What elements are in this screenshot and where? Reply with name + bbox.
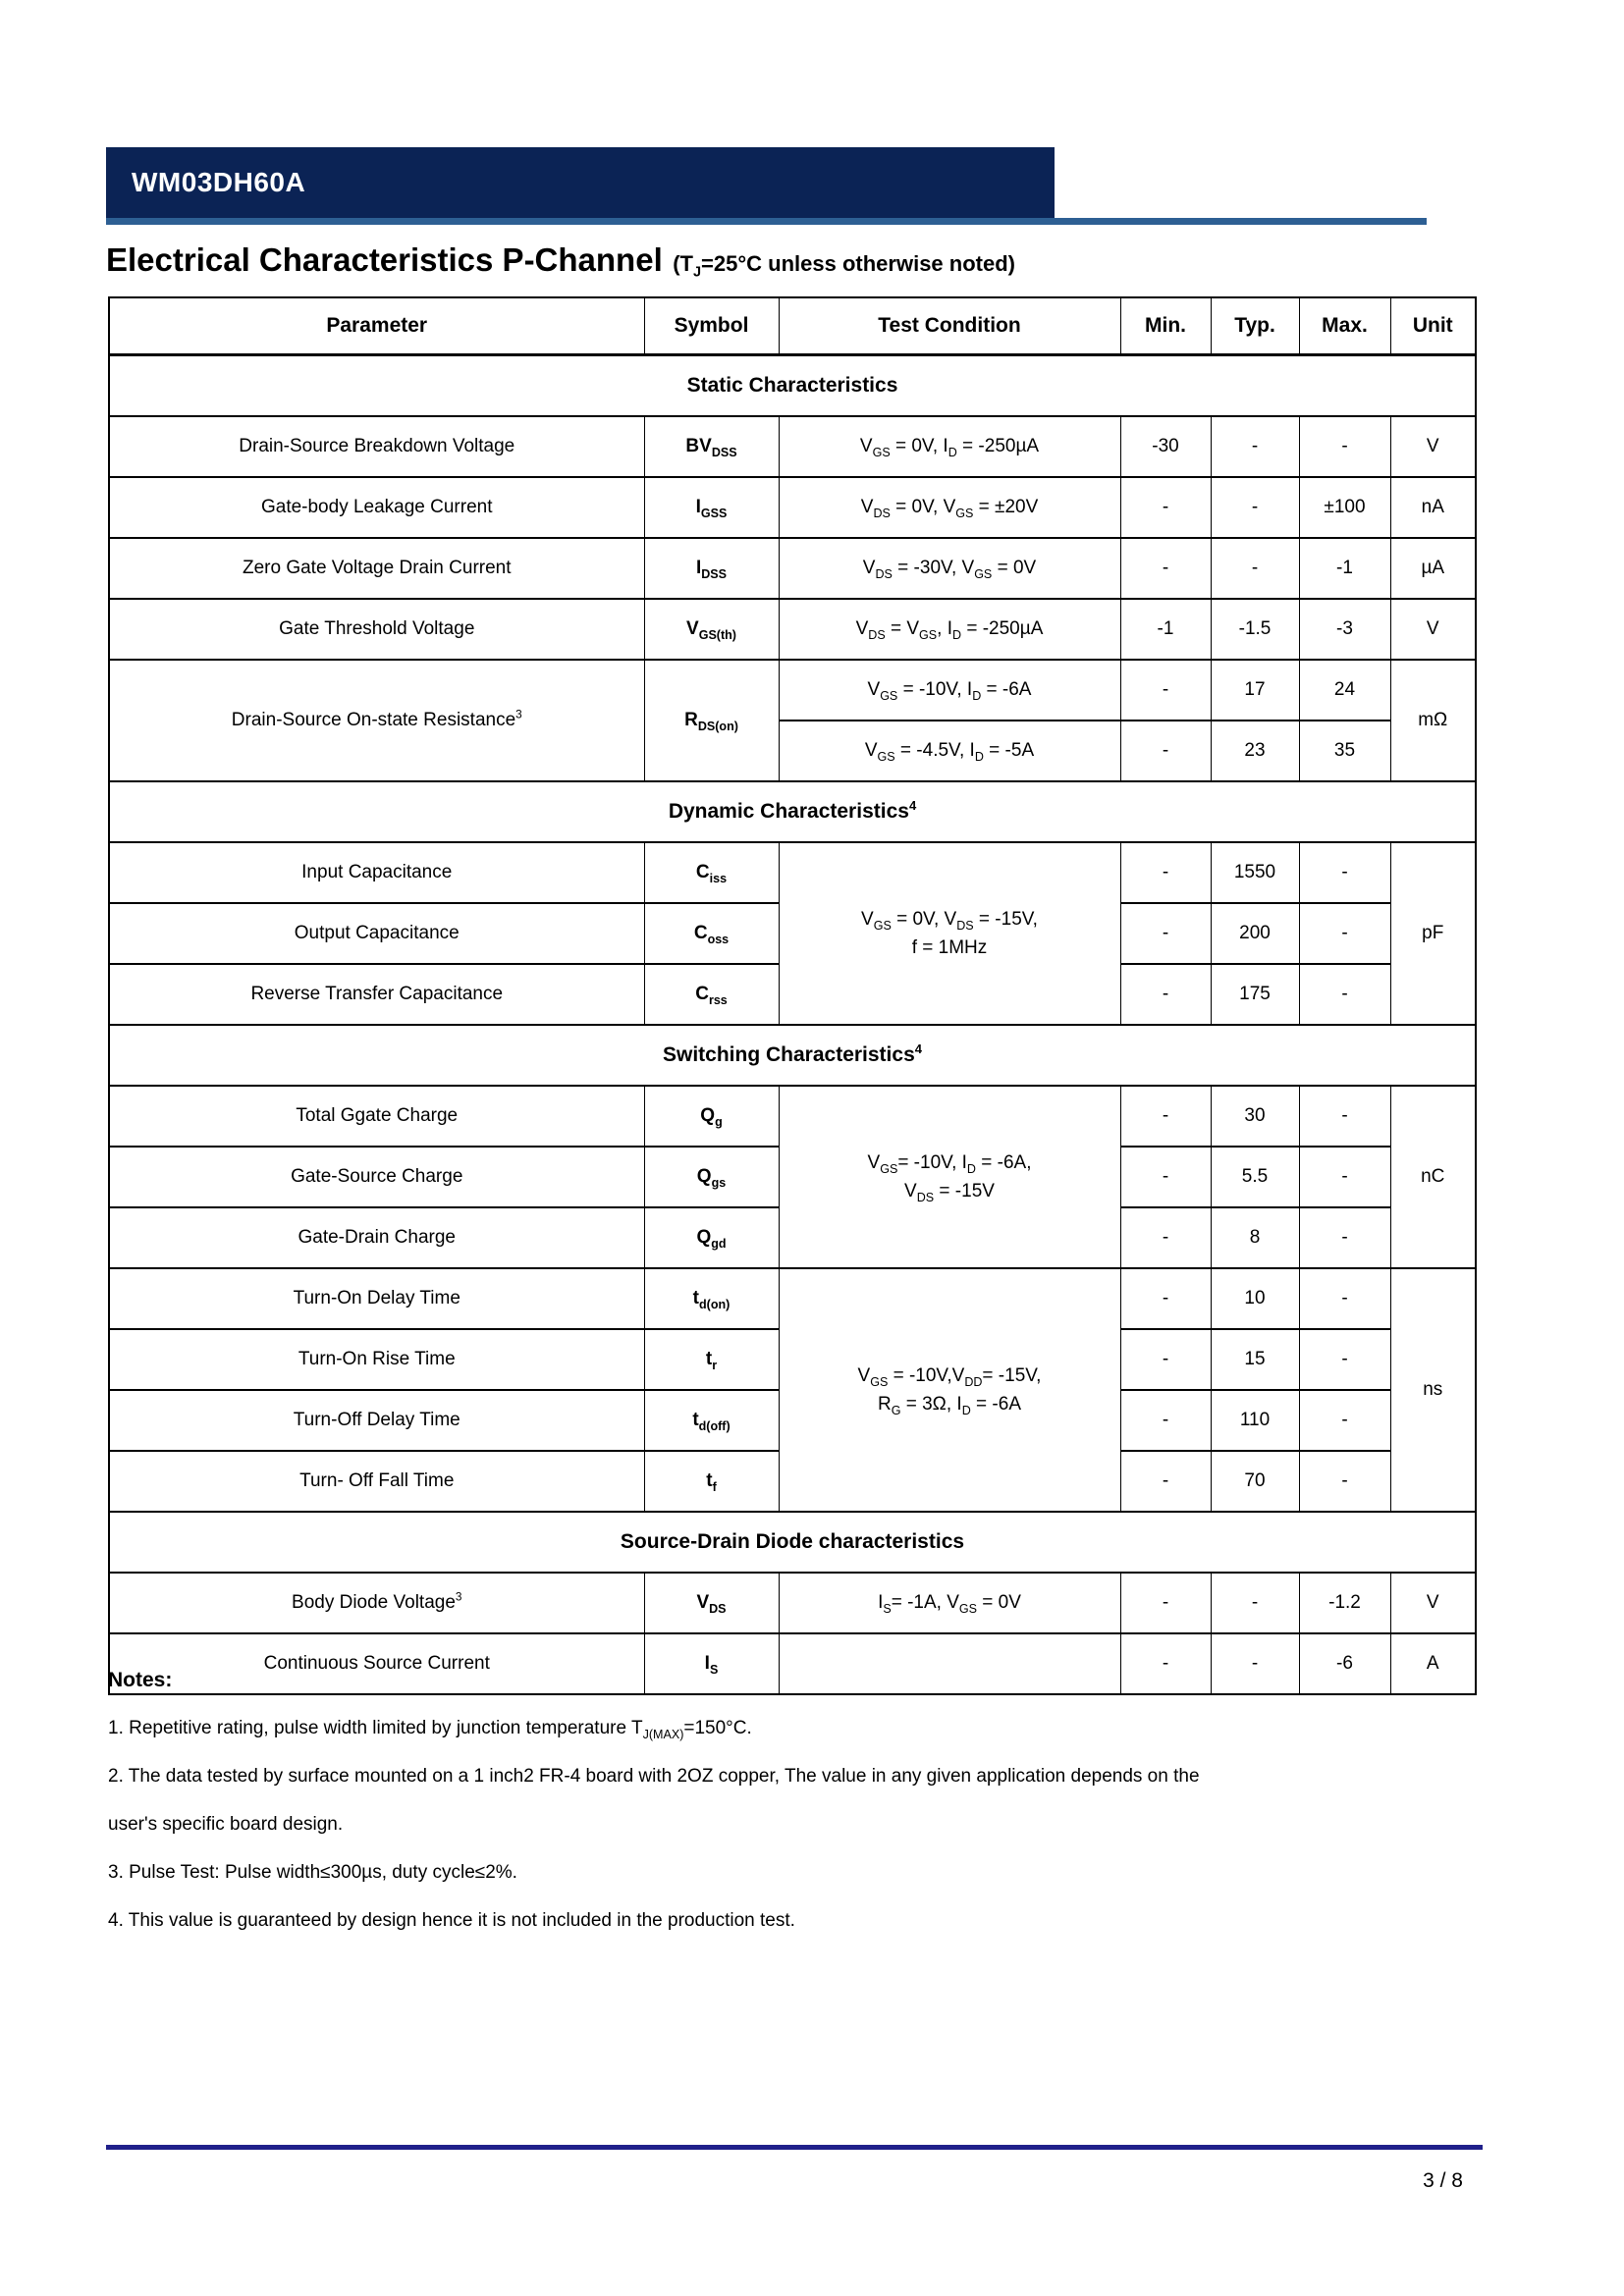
- typ-cell: 15: [1211, 1329, 1299, 1390]
- parameter-cell: Gate Threshold Voltage: [109, 599, 644, 660]
- parameter-cell: Output Capacitance: [109, 903, 644, 964]
- max-cell: -: [1299, 1451, 1390, 1512]
- unit-cell: nA: [1390, 477, 1476, 538]
- min-cell: -: [1120, 903, 1211, 964]
- max-cell: 35: [1299, 721, 1390, 781]
- unit-cell: pF: [1390, 842, 1476, 1025]
- notes-section: [108, 1669, 1483, 1958]
- test-condition-cell: $V_{GS} = -4.5V$, $I_D = -5A$: [779, 721, 1120, 781]
- symbol-cell: $I_{GSS}$: [644, 477, 779, 538]
- max-cell: -: [1299, 964, 1390, 1025]
- note-item-3: 3. Pulse Test: Pulse width≤300µs, duty cycle≤2%.: [108, 1862, 517, 1883]
- typ-cell: -: [1211, 538, 1299, 599]
- footer-rule: [106, 2145, 1483, 2150]
- min-cell: -: [1120, 721, 1211, 781]
- parameter-cell: Drain-Source On-state Resistance$^3$: [109, 660, 644, 781]
- parameter-cell: Drain-Source Breakdown Voltage: [109, 416, 644, 477]
- test-condition-cell: $V_{GS} = 0V$, $I_D = -250\mu A$: [779, 416, 1120, 477]
- page-title-main: Electrical Characteristics P-Channel: [106, 241, 663, 278]
- parameter-cell: Turn-On Rise Time: [109, 1329, 644, 1390]
- min-cell: -: [1120, 1633, 1211, 1694]
- electrical-characteristics-table-wrap: [108, 296, 1477, 1695]
- table-row: [109, 416, 1476, 477]
- min-cell: -: [1120, 842, 1211, 903]
- symbol-cell: $Q_{gd}$: [644, 1207, 779, 1268]
- column-header-unit: Unit: [1390, 297, 1476, 355]
- typ-cell: -: [1211, 1633, 1299, 1694]
- max-cell: -: [1299, 1329, 1390, 1390]
- symbol-cell: $V_{GS(th)}$: [644, 599, 779, 660]
- section-title: Switching Characteristics$^4$: [109, 1025, 1476, 1086]
- max-cell: -: [1299, 1207, 1390, 1268]
- table-row: [109, 599, 1476, 660]
- unit-cell: mΩ: [1390, 660, 1476, 781]
- part-number: WM03DH60A: [132, 167, 306, 197]
- symbol-cell: $BV_{DSS}$: [644, 416, 779, 477]
- note-item-2: user's specific board design.: [108, 1814, 344, 1835]
- test-condition-cell: $V_{DS} = 0V$, $V_{GS} = \pm 20V$: [779, 477, 1120, 538]
- table-header: [109, 297, 1476, 355]
- typ-cell: 175: [1211, 964, 1299, 1025]
- unit-cell: V: [1390, 416, 1476, 477]
- min-cell: -: [1120, 1086, 1211, 1147]
- symbol-cell: $Q_{gs}$: [644, 1147, 779, 1207]
- symbol-cell: $V_{DS}$: [644, 1573, 779, 1633]
- symbol-cell: $C_{oss}$: [644, 903, 779, 964]
- section-title: Source-Drain Diode characteristics: [109, 1512, 1476, 1573]
- banner-underline-rule: [106, 218, 1427, 225]
- column-header-max: Max.: [1299, 297, 1390, 355]
- parameter-cell: Body Diode Voltage$^3$: [109, 1573, 644, 1633]
- note-item-1: 1. Repetitive rating, pulse width limited by junction temperature $T_{J(MAX)}=150^\circ C$.: [108, 1718, 752, 1741]
- symbol-cell: $t_f$: [644, 1451, 779, 1512]
- max-cell: -: [1299, 1268, 1390, 1329]
- unit-cell: µA: [1390, 538, 1476, 599]
- page-title-condition: ($T_J=25^\circ C$ unless otherwise noted): [673, 251, 1015, 281]
- parameter-cell: Gate-Drain Charge: [109, 1207, 644, 1268]
- parameter-cell: Gate-Source Charge: [109, 1147, 644, 1207]
- typ-cell: 8: [1211, 1207, 1299, 1268]
- table-row: [109, 842, 1476, 903]
- part-number-banner: [106, 147, 1055, 218]
- test-condition-cell: $V_{DS} = -30V$, $V_{GS} = 0V$: [779, 538, 1120, 599]
- section-header-row: [109, 781, 1476, 842]
- test-condition-cell: $V_{GS} = -10V,V_{DD}= -15V$, $R_G = 3\Omega$, $I_D = -6A$: [779, 1268, 1120, 1512]
- max-cell: -1: [1299, 538, 1390, 599]
- test-condition-cell: $V_{GS} = -10V$, $I_D = -6A$: [779, 660, 1120, 721]
- min-cell: -: [1120, 1329, 1211, 1390]
- max-cell: -3: [1299, 599, 1390, 660]
- note-item-2: 2. The data tested by surface mounted on a 1 inch2 FR-4 board with 2OZ copper, The value in any given application depends on the: [108, 1766, 1200, 1787]
- min-cell: -: [1120, 1207, 1211, 1268]
- table-row: [109, 477, 1476, 538]
- section-title: Static Characteristics: [109, 355, 1476, 417]
- test-condition-cell: $V_{DS} = V_{GS}$, $I_D = -250\mu A$: [779, 599, 1120, 660]
- symbol-cell: $C_{rss}$: [644, 964, 779, 1025]
- min-cell: -30: [1120, 416, 1211, 477]
- parameter-cell: Turn-On Delay Time: [109, 1268, 644, 1329]
- typ-cell: 5.5: [1211, 1147, 1299, 1207]
- section-header-row: [109, 1512, 1476, 1573]
- parameter-cell: Total Ggate Charge: [109, 1086, 644, 1147]
- max-cell: -: [1299, 842, 1390, 903]
- page-number: 3 / 8: [1423, 2169, 1463, 2192]
- table-row: [109, 1086, 1476, 1147]
- parameter-cell: Gate-body Leakage Current: [109, 477, 644, 538]
- column-header-parameter: Parameter: [109, 297, 644, 355]
- max-cell: -: [1299, 1147, 1390, 1207]
- column-header-symbol: Symbol: [644, 297, 779, 355]
- max-cell: -: [1299, 1390, 1390, 1451]
- symbol-cell: $Q_g$: [644, 1086, 779, 1147]
- min-cell: -: [1120, 964, 1211, 1025]
- table-row: [109, 1573, 1476, 1633]
- typ-cell: 1550: [1211, 842, 1299, 903]
- typ-cell: -: [1211, 1573, 1299, 1633]
- max-cell: -: [1299, 1086, 1390, 1147]
- unit-cell: V: [1390, 1573, 1476, 1633]
- table-header-row: [109, 297, 1476, 355]
- min-cell: -: [1120, 1573, 1211, 1633]
- unit-cell: A: [1390, 1633, 1476, 1694]
- typ-cell: 30: [1211, 1086, 1299, 1147]
- unit-cell: V: [1390, 599, 1476, 660]
- test-condition-cell: $I_S= -1A$, $V_{GS} = 0V$: [779, 1573, 1120, 1633]
- max-cell: -1.2: [1299, 1573, 1390, 1633]
- max-cell: ±100: [1299, 477, 1390, 538]
- table-row: [109, 660, 1476, 721]
- column-header-testcondition: Test Condition: [779, 297, 1120, 355]
- typ-cell: 200: [1211, 903, 1299, 964]
- typ-cell: 17: [1211, 660, 1299, 721]
- note-item-4: 4. This value is guaranteed by design hence it is not included in the production test.: [108, 1910, 795, 1931]
- min-cell: -: [1120, 1451, 1211, 1512]
- column-header-min: Min.: [1120, 297, 1211, 355]
- section-header-row: [109, 1025, 1476, 1086]
- max-cell: 24: [1299, 660, 1390, 721]
- symbol-cell: $t_{d(on)}$: [644, 1268, 779, 1329]
- symbol-cell: $t_r$: [644, 1329, 779, 1390]
- parameter-cell: Input Capacitance: [109, 842, 644, 903]
- min-cell: -: [1120, 1390, 1211, 1451]
- parameter-cell: Turn-Off Delay Time: [109, 1390, 644, 1451]
- typ-cell: -: [1211, 416, 1299, 477]
- notes-heading: Notes:: [108, 1669, 173, 1691]
- typ-cell: -1.5: [1211, 599, 1299, 660]
- parameter-cell: Reverse Transfer Capacitance: [109, 964, 644, 1025]
- column-header-typ: Typ.: [1211, 297, 1299, 355]
- min-cell: -: [1120, 660, 1211, 721]
- min-cell: -: [1120, 477, 1211, 538]
- typ-cell: 110: [1211, 1390, 1299, 1451]
- max-cell: -: [1299, 416, 1390, 477]
- typ-cell: 23: [1211, 721, 1299, 781]
- min-cell: -1: [1120, 599, 1211, 660]
- min-cell: -: [1120, 538, 1211, 599]
- table-row: [109, 1268, 1476, 1329]
- page-title: [106, 241, 1481, 279]
- parameter-cell: Turn- Off Fall Time: [109, 1451, 644, 1512]
- symbol-cell: $t_{d(off)}$: [644, 1390, 779, 1451]
- test-condition-cell: $V_{GS} = 0V$, $V_{DS} = -15V$, f = 1MHz: [779, 842, 1120, 1025]
- symbol-cell: $C_{iss}$: [644, 842, 779, 903]
- notes-body: [108, 1718, 1483, 1932]
- symbol-cell: $I_S$: [644, 1633, 779, 1694]
- typ-cell: -: [1211, 477, 1299, 538]
- unit-cell: nC: [1390, 1086, 1476, 1268]
- parameter-cell: Continuous Source Current: [109, 1633, 644, 1694]
- min-cell: -: [1120, 1147, 1211, 1207]
- section-title: Dynamic Characteristics$^4$: [109, 781, 1476, 842]
- test-condition-cell: $V_{GS}= -10V$, $I_D = -6A$, $V_{DS} = -15V$: [779, 1086, 1120, 1268]
- electrical-characteristics-table: [108, 296, 1477, 1695]
- table-row: [109, 538, 1476, 599]
- parameter-cell: Zero Gate Voltage Drain Current: [109, 538, 644, 599]
- section-header-row: [109, 355, 1476, 417]
- typ-cell: 10: [1211, 1268, 1299, 1329]
- symbol-cell: $R_{DS(on)}$: [644, 660, 779, 781]
- symbol-cell: $I_{DSS}$: [644, 538, 779, 599]
- max-cell: -: [1299, 903, 1390, 964]
- min-cell: -: [1120, 1268, 1211, 1329]
- max-cell: -6: [1299, 1633, 1390, 1694]
- typ-cell: 70: [1211, 1451, 1299, 1512]
- unit-cell: ns: [1390, 1268, 1476, 1512]
